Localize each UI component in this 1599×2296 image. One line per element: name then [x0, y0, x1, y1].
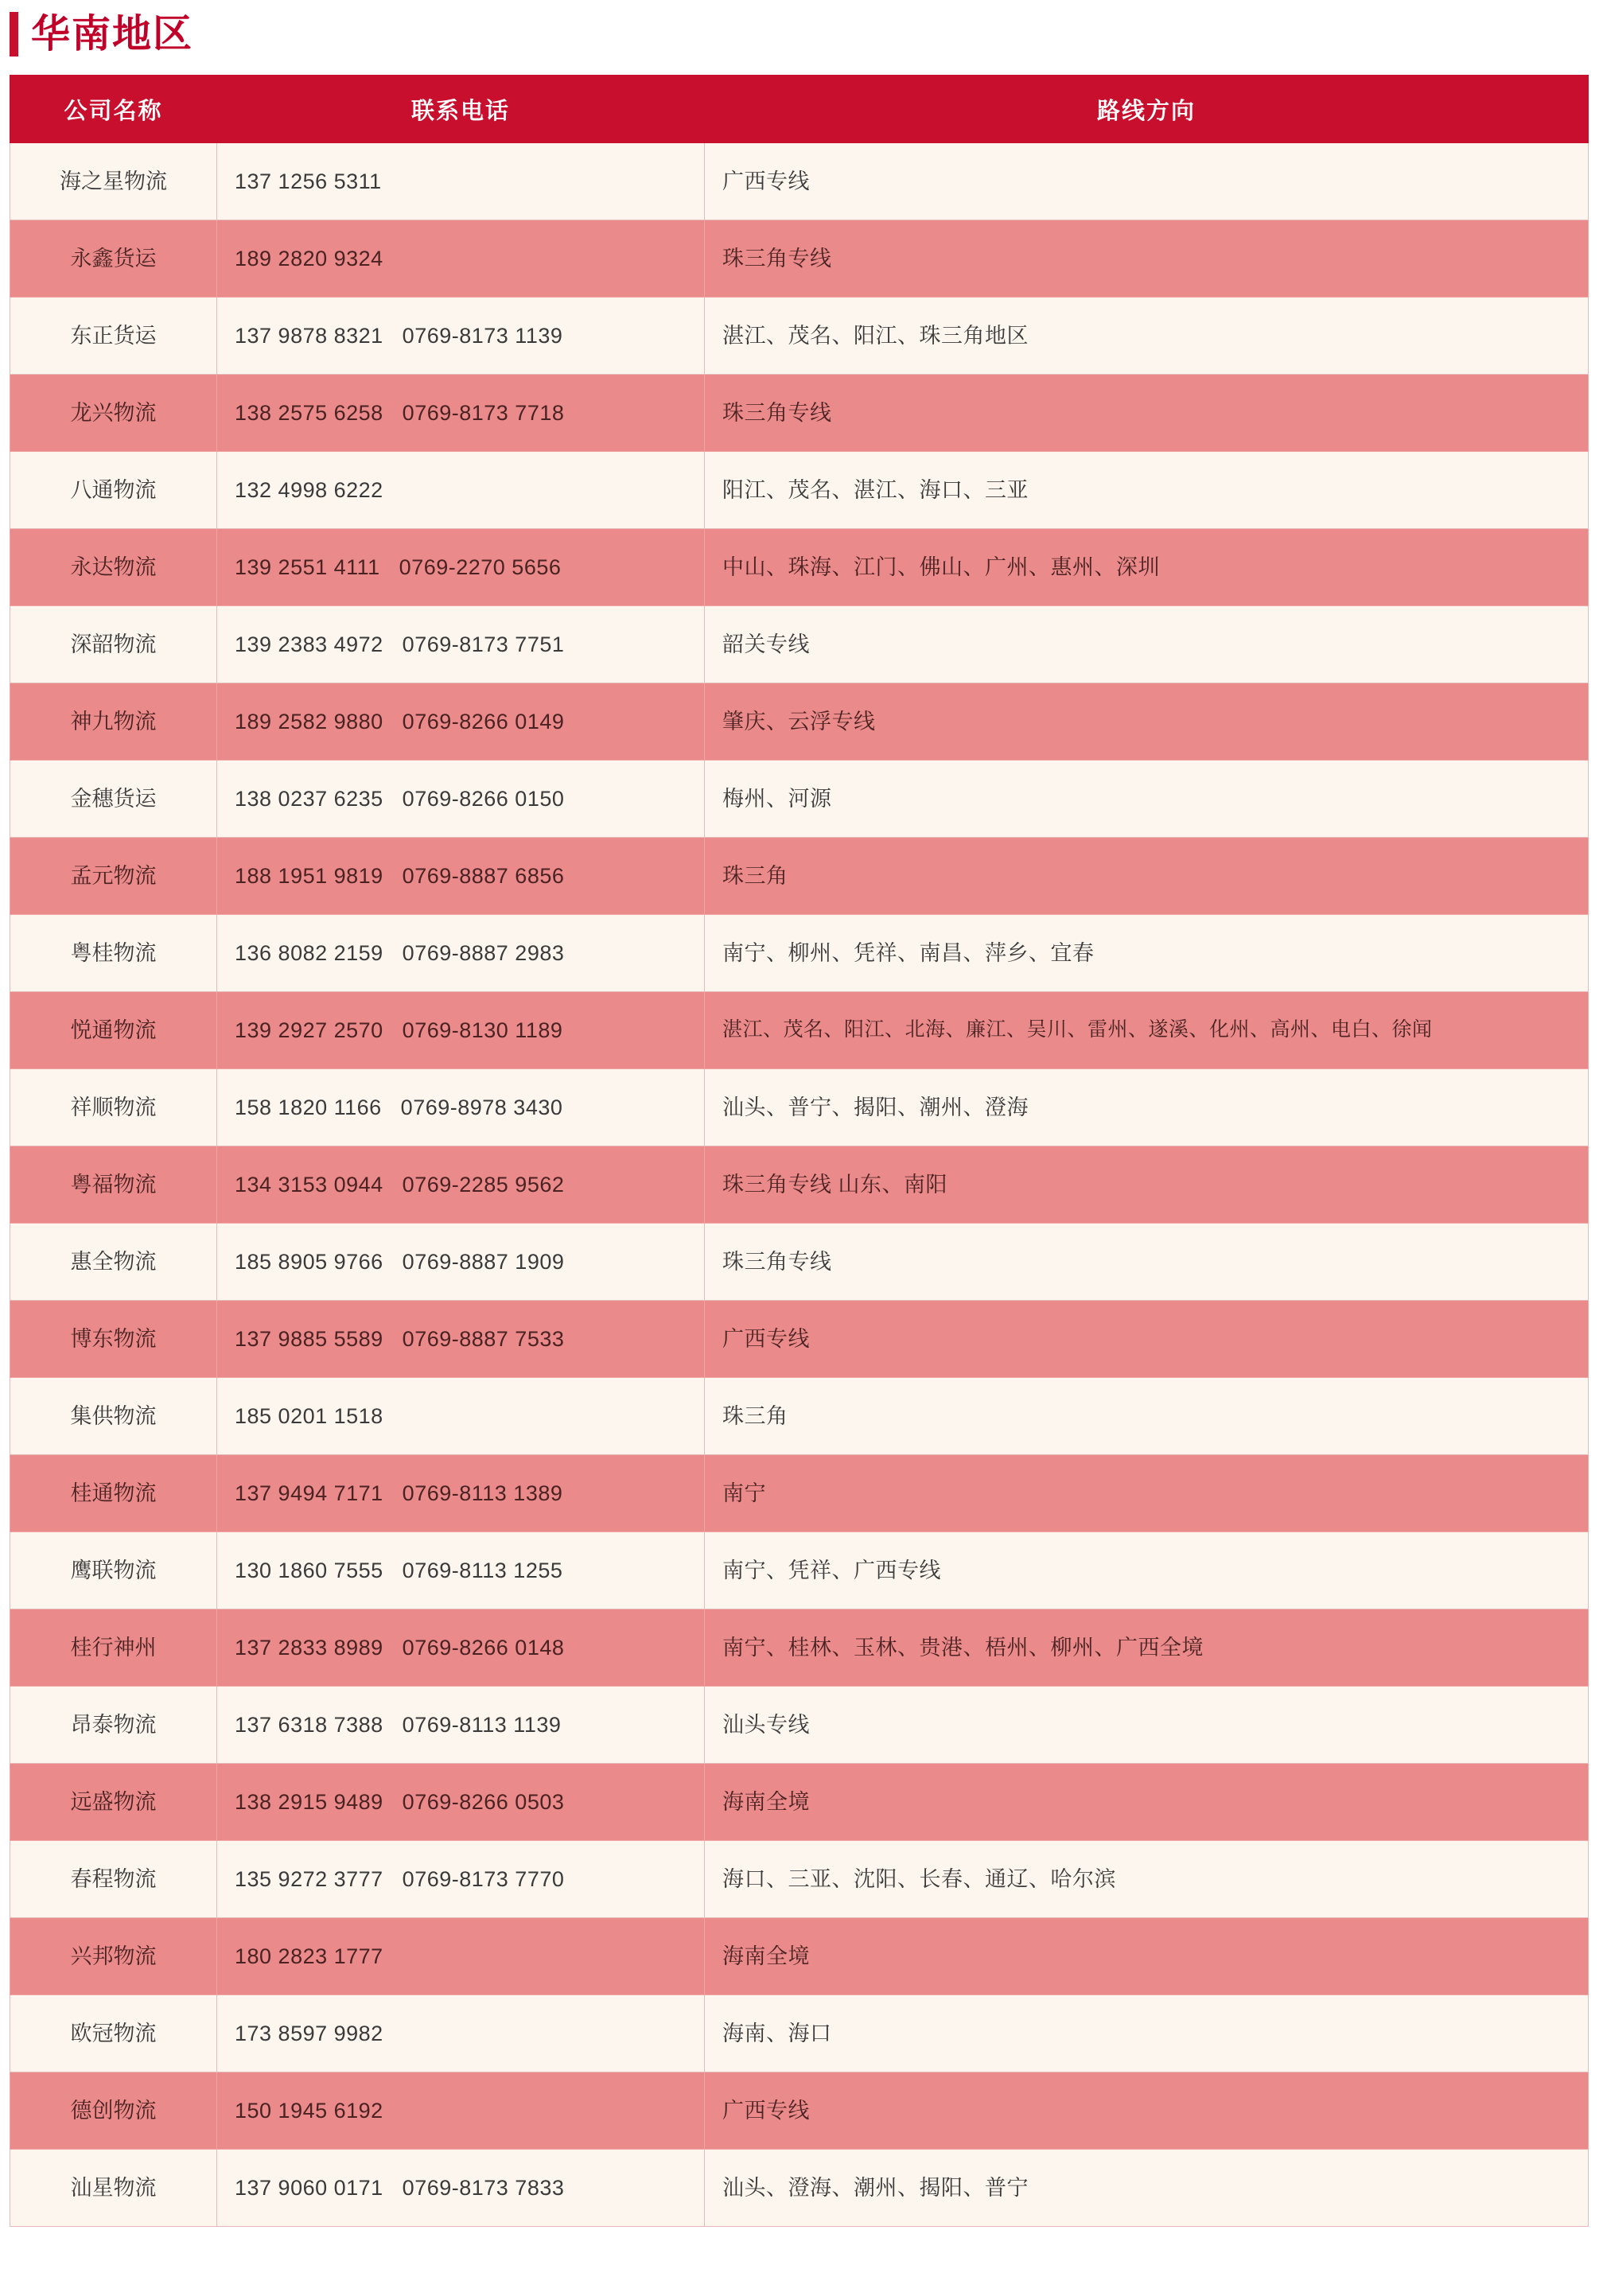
cell-route-direction: 广西专线 [705, 143, 1589, 220]
cell-company-name: 悦通物流 [10, 992, 217, 1069]
table-row [10, 1301, 1589, 1378]
cell-contact-phone: 130 1860 7555 0769-8113 1255 [217, 1532, 705, 1609]
table-row [10, 1378, 1589, 1455]
cell-company-name: 集供物流 [10, 1378, 217, 1455]
cell-contact-phone: 137 9060 0171 0769-8173 7833 [217, 2150, 705, 2227]
cell-route-direction: 海南全境 [705, 1764, 1589, 1841]
cell-route-direction: 南宁、凭祥、广西专线 [705, 1532, 1589, 1609]
table-row [10, 2150, 1589, 2227]
cell-company-name: 粤福物流 [10, 1146, 217, 1224]
cell-route-direction: 南宁、桂林、玉林、贵港、梧州、柳州、广西全境 [705, 1609, 1589, 1687]
cell-company-name: 桂行神州 [10, 1609, 217, 1687]
cell-contact-phone: 137 9885 5589 0769-8887 7533 [217, 1301, 705, 1378]
cell-contact-phone: 139 2383 4972 0769-8173 7751 [217, 606, 705, 683]
cell-route-direction: 珠三角 [705, 838, 1589, 915]
cell-company-name: 祥顺物流 [10, 1069, 217, 1146]
cell-contact-phone: 137 9878 8321 0769-8173 1139 [217, 298, 705, 375]
cell-route-direction: 汕头、普宁、揭阳、潮州、澄海 [705, 1069, 1589, 1146]
cell-route-direction: 珠三角专线 [705, 375, 1589, 452]
cell-company-name: 桂通物流 [10, 1455, 217, 1532]
cell-contact-phone: 139 2927 2570 0769-8130 1189 [217, 992, 705, 1069]
cell-contact-phone: 189 2820 9324 [217, 220, 705, 298]
cell-contact-phone: 185 8905 9766 0769-8887 1909 [217, 1224, 705, 1301]
cell-contact-phone: 180 2823 1777 [217, 1918, 705, 1995]
cell-route-direction: 梅州、河源 [705, 761, 1589, 838]
cell-contact-phone: 135 9272 3777 0769-8173 7770 [217, 1841, 705, 1918]
cell-contact-phone: 137 9494 7171 0769-8113 1389 [217, 1455, 705, 1532]
cell-contact-phone: 158 1820 1166 0769-8978 3430 [217, 1069, 705, 1146]
table-row [10, 1918, 1589, 1995]
table-row [10, 2072, 1589, 2150]
table-header-row [10, 76, 1589, 143]
table-row [10, 143, 1589, 220]
table-row [10, 1609, 1589, 1687]
cell-route-direction: 汕头、澄海、潮州、揭阳、普宁 [705, 2150, 1589, 2227]
cell-company-name: 深韶物流 [10, 606, 217, 683]
column-header-company: 公司名称 [10, 76, 217, 143]
cell-company-name: 粤桂物流 [10, 915, 217, 992]
cell-company-name: 春程物流 [10, 1841, 217, 1918]
table-row [10, 1841, 1589, 1918]
cell-contact-phone: 173 8597 9982 [217, 1995, 705, 2072]
table-row [10, 220, 1589, 298]
logistics-table [10, 75, 1589, 2227]
table-row [10, 1764, 1589, 1841]
cell-route-direction: 汕头专线 [705, 1687, 1589, 1764]
column-header-phone: 联系电话 [217, 76, 705, 143]
cell-company-name: 东正货运 [10, 298, 217, 375]
cell-contact-phone: 188 1951 9819 0769-8887 6856 [217, 838, 705, 915]
cell-contact-phone: 137 1256 5311 [217, 143, 705, 220]
table-row [10, 529, 1589, 606]
page-root [0, 5, 1599, 2227]
cell-route-direction: 海南全境 [705, 1918, 1589, 1995]
cell-route-direction: 中山、珠海、江门、佛山、广州、惠州、深圳 [705, 529, 1589, 606]
cell-route-direction: 广西专线 [705, 2072, 1589, 2150]
table-header [10, 76, 1589, 143]
table-row [10, 1995, 1589, 2072]
cell-company-name: 博东物流 [10, 1301, 217, 1378]
cell-route-direction: 南宁 [705, 1455, 1589, 1532]
section-heading [0, 5, 1599, 64]
column-header-route: 路线方向 [705, 76, 1589, 143]
cell-contact-phone: 137 6318 7388 0769-8113 1139 [217, 1687, 705, 1764]
cell-contact-phone: 139 2551 4111 0769-2270 5656 [217, 529, 705, 606]
cell-company-name: 永鑫货运 [10, 220, 217, 298]
cell-company-name: 惠全物流 [10, 1224, 217, 1301]
cell-contact-phone: 137 2833 8989 0769-8266 0148 [217, 1609, 705, 1687]
cell-company-name: 德创物流 [10, 2072, 217, 2150]
cell-contact-phone: 150 1945 6192 [217, 2072, 705, 2150]
cell-route-direction: 湛江、茂名、阳江、珠三角地区 [705, 298, 1589, 375]
cell-contact-phone: 134 3153 0944 0769-2285 9562 [217, 1146, 705, 1224]
cell-route-direction: 韶关专线 [705, 606, 1589, 683]
cell-route-direction: 珠三角专线 [705, 1224, 1589, 1301]
cell-route-direction: 珠三角专线 山东、南阳 [705, 1146, 1589, 1224]
cell-company-name: 兴邦物流 [10, 1918, 217, 1995]
table-row [10, 1455, 1589, 1532]
cell-route-direction: 阳江、茂名、湛江、海口、三亚 [705, 452, 1589, 529]
table-row [10, 298, 1589, 375]
table-row [10, 1532, 1589, 1609]
cell-route-direction: 海南、海口 [705, 1995, 1589, 2072]
table-row [10, 606, 1589, 683]
table-row [10, 992, 1589, 1069]
table-body [10, 143, 1589, 2227]
table-row [10, 915, 1589, 992]
cell-route-direction: 湛江、茂名、阳江、北海、廉江、吴川、雷州、遂溪、化州、高州、电白、徐闻 [705, 992, 1589, 1069]
cell-company-name: 昂泰物流 [10, 1687, 217, 1764]
cell-company-name: 鹰联物流 [10, 1532, 217, 1609]
cell-company-name: 八通物流 [10, 452, 217, 529]
cell-contact-phone: 138 2915 9489 0769-8266 0503 [217, 1764, 705, 1841]
cell-route-direction: 海口、三亚、沈阳、长春、通辽、哈尔滨 [705, 1841, 1589, 1918]
cell-company-name: 金穗货运 [10, 761, 217, 838]
cell-route-direction: 肇庆、云浮专线 [705, 683, 1589, 761]
cell-route-direction: 广西专线 [705, 1301, 1589, 1378]
title-accent-bar [10, 12, 18, 56]
cell-company-name: 汕星物流 [10, 2150, 217, 2227]
cell-contact-phone: 132 4998 6222 [217, 452, 705, 529]
cell-company-name: 孟元物流 [10, 838, 217, 915]
table-row [10, 375, 1589, 452]
cell-route-direction: 南宁、柳州、凭祥、南昌、萍乡、宜春 [705, 915, 1589, 992]
table-row [10, 1224, 1589, 1301]
cell-contact-phone: 136 8082 2159 0769-8887 2983 [217, 915, 705, 992]
table-row [10, 683, 1589, 761]
cell-contact-phone: 189 2582 9880 0769-8266 0149 [217, 683, 705, 761]
cell-company-name: 神九物流 [10, 683, 217, 761]
table-row [10, 1146, 1589, 1224]
cell-route-direction: 珠三角 [705, 1378, 1589, 1455]
table-row [10, 1687, 1589, 1764]
table-row [10, 838, 1589, 915]
cell-contact-phone: 138 0237 6235 0769-8266 0150 [217, 761, 705, 838]
table-row [10, 761, 1589, 838]
cell-company-name: 海之星物流 [10, 143, 217, 220]
cell-company-name: 欧冠物流 [10, 1995, 217, 2072]
cell-company-name: 永达物流 [10, 529, 217, 606]
table-row [10, 452, 1589, 529]
table-row [10, 1069, 1589, 1146]
page-title: 华南地区 [31, 12, 194, 56]
cell-route-direction: 珠三角专线 [705, 220, 1589, 298]
cell-company-name: 龙兴物流 [10, 375, 217, 452]
cell-contact-phone: 138 2575 6258 0769-8173 7718 [217, 375, 705, 452]
cell-company-name: 远盛物流 [10, 1764, 217, 1841]
cell-contact-phone: 185 0201 1518 [217, 1378, 705, 1455]
